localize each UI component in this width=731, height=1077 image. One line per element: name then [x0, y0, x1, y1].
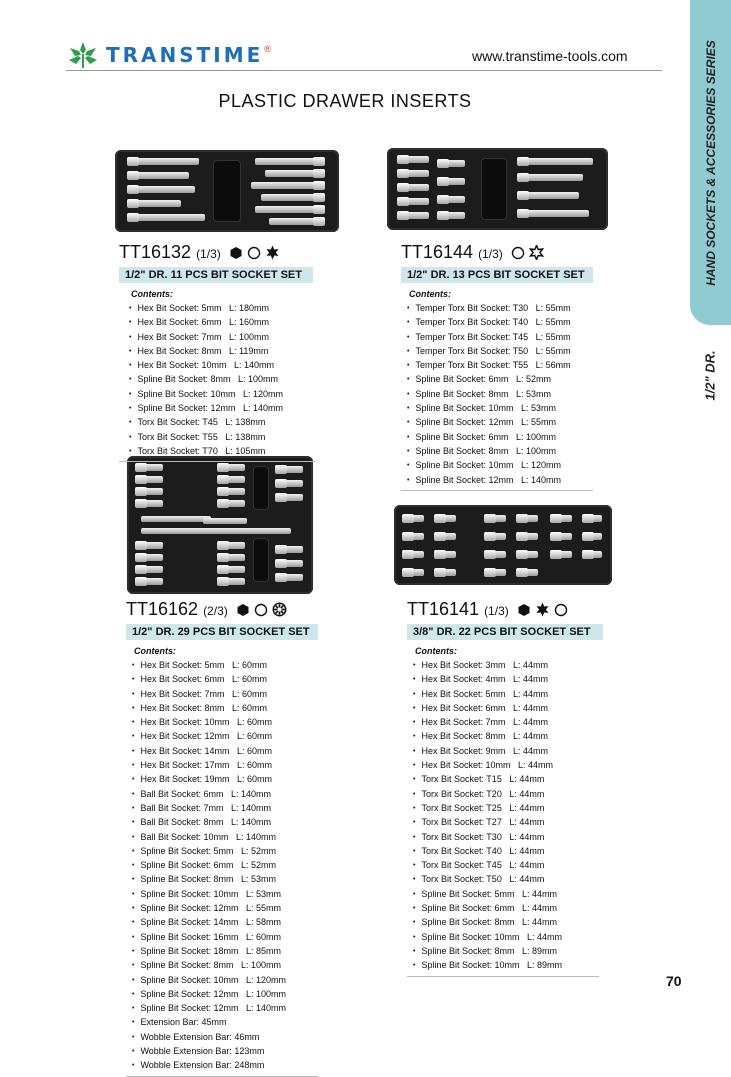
list-item: • Torx Bit Socket: T20 L: 44mm	[413, 788, 603, 802]
product-icons	[236, 602, 287, 617]
list-item: • Torx Bit Socket: T70 L: 105mm	[129, 445, 315, 459]
product-tt16141	[407, 599, 603, 977]
section-divider	[126, 1076, 318, 1077]
product-tt16162	[126, 599, 318, 1077]
product-code: TT16132 (1/3)	[119, 242, 221, 262]
product-icons	[511, 245, 544, 260]
list-item: • Spline Bit Socket: 12mm L: 100mm	[132, 988, 318, 1002]
tray-image-tt16132	[115, 150, 339, 232]
list-item: • Ball Bit Socket: 7mm L: 140mm	[132, 802, 318, 816]
list-item: • Torx Bit Socket: T50 L: 44mm	[413, 873, 603, 887]
product-description: 1/2" DR. 13 PCS BIT SOCKET SET	[401, 267, 593, 283]
list-item: • Hex Bit Socket: 6mm L: 44mm	[413, 702, 603, 716]
list-item: • Wobble Extension Bar: 123mm	[132, 1045, 318, 1059]
contents-label: Contents:	[134, 646, 176, 656]
list-item: • Temper Torx Bit Socket: T50 L: 55mm	[407, 345, 593, 359]
list-item: • Spline Bit Socket: 18mm L: 85mm	[132, 945, 318, 959]
contents-list	[132, 659, 318, 1074]
list-item: • Spline Bit Socket: 8mm L: 44mm	[413, 916, 603, 930]
list-item: • Hex Bit Socket: 10mm L: 140mm	[129, 359, 315, 373]
list-item: • Spline Bit Socket: 12mm L: 140mm	[132, 1002, 318, 1016]
product-tt16132	[119, 242, 315, 462]
list-item: • Spline Bit Socket: 10mm L: 120mm	[407, 459, 593, 473]
tray-image-tt16144	[387, 148, 608, 230]
contents-label: Contents:	[409, 289, 451, 299]
list-item: • Extension Bar: 45mm	[132, 1016, 318, 1030]
tray-image-tt16162	[127, 456, 313, 594]
page-title: PLASTIC DRAWER INSERTS	[218, 91, 472, 111]
list-item: • Spline Bit Socket: 6mm L: 100mm	[407, 431, 593, 445]
list-item: • Hex Bit Socket: 10mm L: 60mm	[132, 716, 318, 730]
list-item: • Spline Bit Socket: 8mm L: 53mm	[132, 873, 318, 887]
contents-label: Contents:	[415, 646, 457, 656]
list-item: • Hex Bit Socket: 7mm L: 100mm	[129, 331, 315, 345]
leaf-logo-icon	[66, 40, 100, 70]
torx-star-icon	[535, 602, 550, 617]
product-icons	[229, 245, 280, 260]
list-item: • Torx Bit Socket: T40 L: 44mm	[413, 845, 603, 859]
list-item: • Hex Bit Socket: 8mm L: 119mm	[129, 345, 315, 359]
list-item: • Spline Bit Socket: 8mm L: 89mm	[413, 945, 603, 959]
torx-star-icon	[529, 245, 544, 260]
list-item: • Hex Bit Socket: 6mm L: 160mm	[129, 316, 315, 330]
list-item: • Spline Bit Socket: 10mm L: 53mm	[407, 402, 593, 416]
list-item: • Spline Bit Socket: 10mm L: 120mm	[129, 388, 315, 402]
list-item: • Spline Bit Socket: 10mm L: 44mm	[413, 931, 603, 945]
list-item: • Ball Bit Socket: 6mm L: 140mm	[132, 788, 318, 802]
drive-label: 1/2" DR.	[703, 349, 718, 401]
list-item: • Spline Bit Socket: 5mm L: 52mm	[132, 845, 318, 859]
list-item: • Spline Bit Socket: 8mm L: 100mm	[132, 959, 318, 973]
section-divider	[401, 490, 593, 491]
list-item: • Spline Bit Socket: 8mm L: 100mm	[129, 373, 315, 387]
website-link[interactable]: www.transtime-tools.com	[472, 48, 628, 64]
section-divider	[119, 461, 315, 462]
list-item: • Hex Bit Socket: 9mm L: 44mm	[413, 745, 603, 759]
list-item: • Hex Bit Socket: 5mm L: 60mm	[132, 659, 318, 673]
list-item: • Spline Bit Socket: 8mm L: 100mm	[407, 445, 593, 459]
product-code: TT16141 (1/3)	[407, 599, 509, 619]
list-item: • Temper Torx Bit Socket: T45 L: 55mm	[407, 331, 593, 345]
product-description: 1/2" DR. 11 PCS BIT SOCKET SET	[119, 267, 313, 283]
list-item: • Hex Bit Socket: 8mm L: 44mm	[413, 730, 603, 744]
list-item: • Hex Bit Socket: 7mm L: 60mm	[132, 688, 318, 702]
product-tt16144	[401, 242, 593, 491]
list-item: • Hex Bit Socket: 5mm L: 44mm	[413, 688, 603, 702]
hollow-hex-icon	[254, 603, 268, 617]
list-item: • Wobble Extension Bar: 46mm	[132, 1031, 318, 1045]
hollow-hex-icon	[554, 603, 568, 617]
list-item: • Spline Bit Socket: 12mm L: 140mm	[407, 474, 593, 488]
list-item: • Hex Bit Socket: 12mm L: 60mm	[132, 730, 318, 744]
product-icons	[517, 602, 568, 617]
product-description: 1/2" DR. 29 PCS BIT SOCKET SET	[126, 624, 318, 640]
list-item: • Hex Bit Socket: 6mm L: 60mm	[132, 673, 318, 687]
list-item: • Temper Torx Bit Socket: T40 L: 55mm	[407, 316, 593, 330]
registered-mark: ®	[264, 44, 271, 54]
product-code: TT16162 (2/3)	[126, 599, 228, 619]
contents-list	[407, 302, 593, 488]
contents-list	[413, 659, 603, 974]
list-item: • Spline Bit Socket: 12mm L: 55mm	[407, 416, 593, 430]
list-item: • Temper Torx Bit Socket: T30 L: 55mm	[407, 302, 593, 316]
list-item: • Spline Bit Socket: 10mm L: 53mm	[132, 888, 318, 902]
product-code: TT16144 (1/3)	[401, 242, 503, 262]
list-item: • Torx Bit Socket: T55 L: 138mm	[129, 431, 315, 445]
list-item: • Hex Bit Socket: 3mm L: 44mm	[413, 659, 603, 673]
list-item: • Torx Bit Socket: T15 L: 44mm	[413, 773, 603, 787]
list-item: • Hex Bit Socket: 19mm L: 60mm	[132, 773, 318, 787]
list-item: • Spline Bit Socket: 16mm L: 60mm	[132, 931, 318, 945]
list-item: • Temper Torx Bit Socket: T55 L: 56mm	[407, 359, 593, 373]
hollow-hex-icon	[247, 246, 261, 260]
spline-icon	[272, 602, 287, 617]
hex-icon	[229, 246, 243, 260]
list-item: • Torx Bit Socket: T27 L: 44mm	[413, 816, 603, 830]
list-item: • Hex Bit Socket: 5mm L: 180mm	[129, 302, 315, 316]
product-description: 3/8" DR. 22 PCS BIT SOCKET SET	[407, 624, 603, 640]
list-item: • Torx Bit Socket: T30 L: 44mm	[413, 831, 603, 845]
header-divider	[66, 70, 662, 71]
hex-icon	[517, 603, 531, 617]
list-item: • Torx Bit Socket: T45 L: 44mm	[413, 859, 603, 873]
list-item: • Torx Bit Socket: T45 L: 138mm	[129, 416, 315, 430]
list-item: • Spline Bit Socket: 8mm L: 53mm	[407, 388, 593, 402]
list-item: • Hex Bit Socket: 10mm L: 44mm	[413, 759, 603, 773]
section-divider	[407, 976, 599, 977]
hex-icon	[236, 603, 250, 617]
list-item: • Spline Bit Socket: 5mm L: 44mm	[413, 888, 603, 902]
list-item: • Hex Bit Socket: 17mm L: 60mm	[132, 759, 318, 773]
list-item: • Hex Bit Socket: 14mm L: 60mm	[132, 745, 318, 759]
list-item: • Ball Bit Socket: 8mm L: 140mm	[132, 816, 318, 830]
list-item: • Hex Bit Socket: 8mm L: 60mm	[132, 702, 318, 716]
list-item: • Spline Bit Socket: 10mm L: 120mm	[132, 974, 318, 988]
list-item: • Spline Bit Socket: 6mm L: 52mm	[132, 859, 318, 873]
list-item: • Hex Bit Socket: 7mm L: 44mm	[413, 716, 603, 730]
brand-name: TRANSTIME	[106, 43, 264, 67]
list-item: • Spline Bit Socket: 6mm L: 44mm	[413, 902, 603, 916]
list-item: • Spline Bit Socket: 12mm L: 140mm	[129, 402, 315, 416]
torx-star-icon	[265, 245, 280, 260]
hollow-hex-icon	[511, 246, 525, 260]
list-item: • Wobble Extension Bar: 248mm	[132, 1059, 318, 1073]
tray-image-tt16141	[394, 505, 612, 585]
contents-label: Contents:	[131, 289, 173, 299]
list-item: • Spline Bit Socket: 12mm L: 55mm	[132, 902, 318, 916]
list-item: • Ball Bit Socket: 10mm L: 140mm	[132, 831, 318, 845]
contents-list	[129, 302, 315, 459]
list-item: • Spline Bit Socket: 14mm L: 58mm	[132, 916, 318, 930]
list-item: • Spline Bit Socket: 6mm L: 52mm	[407, 373, 593, 387]
brand-logo	[66, 40, 271, 70]
list-item: • Hex Bit Socket: 4mm L: 44mm	[413, 673, 603, 687]
series-label: HAND SOCKETS & ACCESSORIES SERIES	[703, 39, 718, 286]
list-item: • Spline Bit Socket: 10mm L: 89mm	[413, 959, 603, 973]
list-item: • Torx Bit Socket: T25 L: 44mm	[413, 802, 603, 816]
page-number: 70	[666, 973, 682, 989]
